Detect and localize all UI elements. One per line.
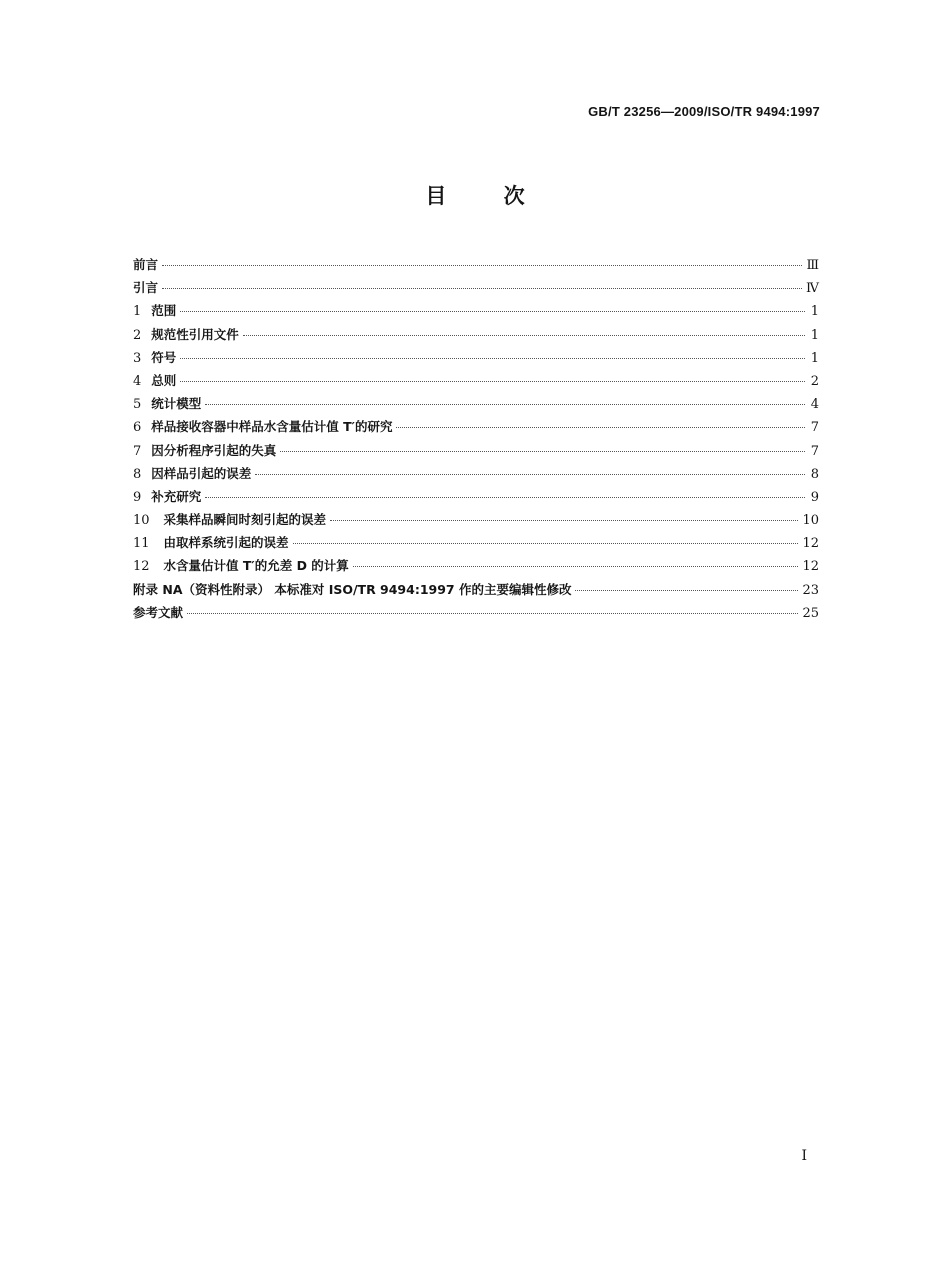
- toc-page: Ⅲ: [806, 258, 819, 273]
- toc-entry-bibliography[interactable]: [133, 603, 819, 626]
- toc-label: 样品接收容器中样品水含量估计值 T′的研究: [151, 419, 393, 435]
- dot-leader: [293, 543, 799, 544]
- toc-label: 补充研究: [151, 488, 202, 504]
- toc-number: 7: [133, 443, 142, 459]
- dot-leader: [162, 288, 802, 289]
- toc-page: 12: [802, 536, 819, 552]
- toc-entry-4[interactable]: [133, 371, 819, 394]
- toc-number: 4: [133, 373, 142, 389]
- dot-leader: [180, 311, 805, 312]
- toc-number: 11: [133, 536, 150, 552]
- toc-page: 1: [810, 327, 819, 343]
- toc-label: 水含量估计值 T′的允差 D 的计算: [163, 558, 349, 574]
- title-char-2: 次: [503, 184, 525, 208]
- toc-number: 9: [133, 489, 142, 505]
- toc-label: 前言: [133, 257, 159, 272]
- toc-page: 23: [802, 582, 819, 598]
- dot-leader: [187, 613, 798, 614]
- toc-entry-11[interactable]: [133, 533, 819, 556]
- toc-number: 2: [133, 327, 142, 343]
- toc-label: 附录 NA（资料性附录） 本标准对 ISO/TR 9494:1997 作的主要编辑性修改: [133, 581, 572, 597]
- toc-entry-5[interactable]: [133, 394, 819, 417]
- toc-entry-9[interactable]: [133, 487, 819, 510]
- toc-label: 符号: [151, 349, 177, 365]
- toc-label: 统计模型: [151, 396, 202, 412]
- toc-entry-3[interactable]: [133, 348, 819, 371]
- title-char-1: 目: [425, 184, 447, 208]
- toc-page: 1: [810, 350, 819, 366]
- dot-leader: [180, 381, 805, 382]
- toc-number: 1: [133, 304, 142, 320]
- toc-label: 因样品引起的误差: [151, 465, 252, 481]
- table-of-contents: [133, 255, 819, 626]
- toc-number: 12: [133, 559, 150, 575]
- toc-entry-7[interactable]: [133, 441, 819, 464]
- toc-page: 25: [802, 605, 819, 621]
- toc-label: 由取样系统引起的误差: [163, 535, 289, 551]
- toc-number: 6: [133, 420, 142, 436]
- dot-leader: [575, 590, 798, 591]
- toc-label: 采集样品瞬间时刻引起的误差: [163, 512, 327, 528]
- toc-page: 7: [810, 420, 819, 436]
- dot-leader: [243, 335, 805, 336]
- toc-entry-10[interactable]: [133, 510, 819, 533]
- toc-entry-12[interactable]: [133, 556, 819, 579]
- dot-leader: [255, 474, 805, 475]
- toc-page: 12: [802, 559, 819, 575]
- dot-leader: [205, 404, 805, 405]
- toc-entry-8[interactable]: [133, 464, 819, 487]
- toc-page: Ⅳ: [806, 281, 819, 297]
- toc-label: 参考文献: [133, 604, 184, 620]
- toc-entry-1[interactable]: [133, 301, 819, 324]
- dot-leader: [205, 497, 805, 498]
- toc-entry-6[interactable]: [133, 417, 819, 440]
- dot-leader: [162, 265, 802, 266]
- toc-number: 5: [133, 397, 142, 413]
- toc-page: 1: [810, 304, 819, 320]
- toc-entry-introduction[interactable]: [133, 278, 819, 301]
- dot-leader: [280, 451, 805, 452]
- toc-label: 范围: [151, 303, 177, 319]
- toc-number: 10: [133, 513, 150, 529]
- dot-leader: [396, 427, 805, 428]
- toc-entry-annex-na[interactable]: [133, 580, 819, 603]
- dot-leader: [330, 520, 798, 521]
- toc-page: 7: [810, 443, 819, 459]
- dot-leader: [353, 566, 799, 567]
- dot-leader: [180, 358, 805, 359]
- toc-label: 因分析程序引起的失真: [151, 442, 277, 458]
- toc-entry-foreword[interactable]: [133, 255, 819, 278]
- toc-page: 2: [810, 373, 819, 389]
- toc-number: 3: [133, 350, 142, 366]
- toc-page: 10: [802, 513, 819, 529]
- toc-label: 规范性引用文件: [151, 326, 239, 342]
- standard-code-header: GB/T 23256—2009/ISO/TR 9494:1997: [588, 104, 820, 119]
- page-number: I: [801, 1148, 807, 1164]
- toc-page: 4: [810, 397, 819, 413]
- toc-page: 8: [810, 466, 819, 482]
- page-title: [0, 180, 950, 210]
- toc-label: 引言: [133, 280, 159, 296]
- toc-label: 总则: [151, 372, 177, 388]
- toc-entry-2[interactable]: [133, 325, 819, 348]
- toc-number: 8: [133, 466, 142, 482]
- toc-page: 9: [810, 489, 819, 505]
